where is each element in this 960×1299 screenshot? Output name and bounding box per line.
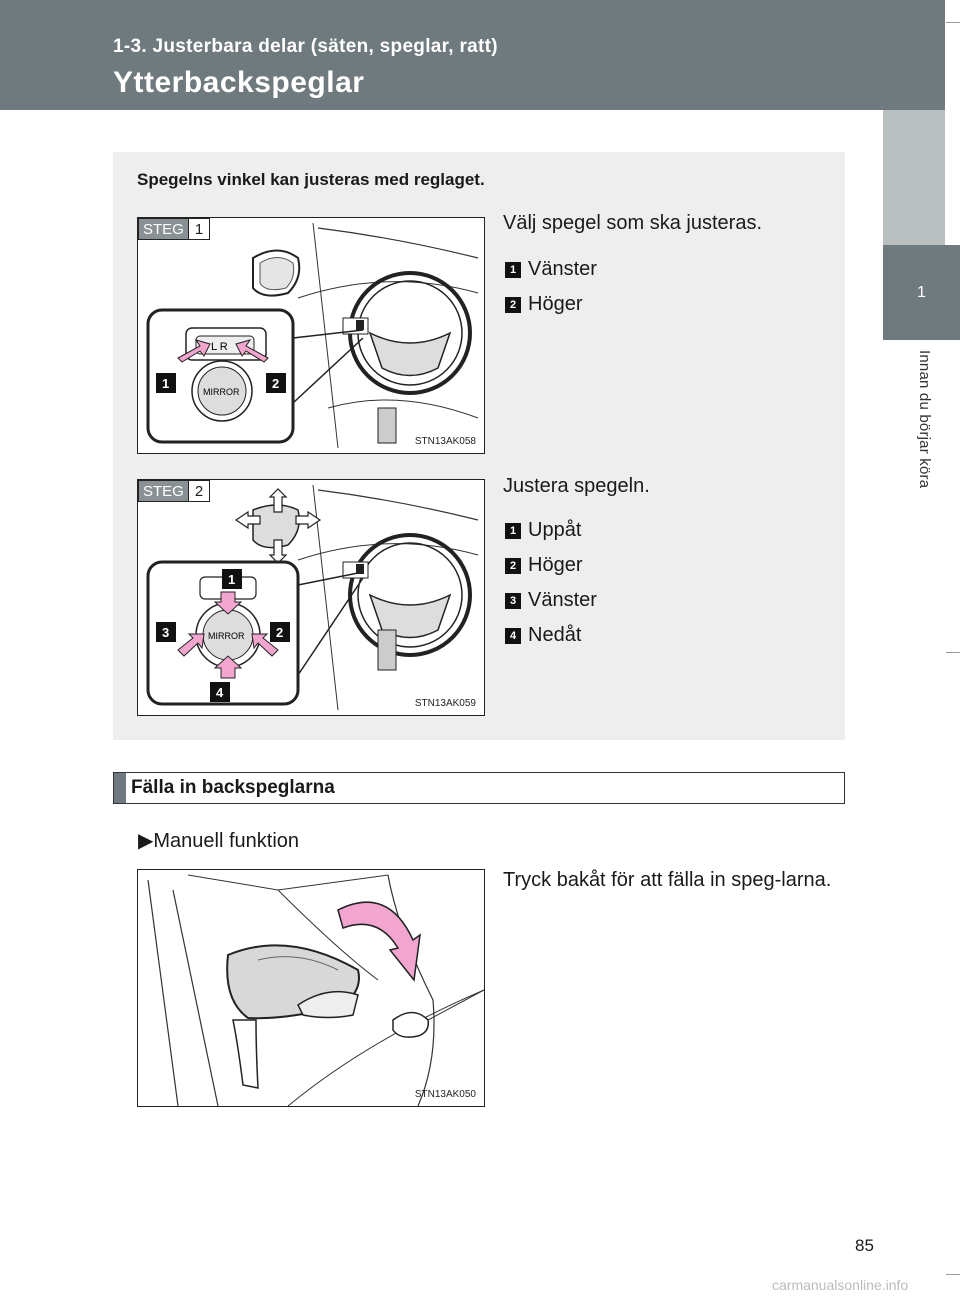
section-heading-text: Fälla in backspeglarna — [131, 777, 335, 798]
manual-function-label: ▶Manuell funktion — [138, 830, 300, 852]
chapter-number: 1 — [917, 283, 926, 301]
watermark: carmanualsonline.info — [772, 1277, 909, 1293]
option-badge: 2 — [505, 297, 521, 313]
page-number: 85 — [855, 1236, 874, 1255]
section-title: 1-3. Justerbara delar (säten, speglar, ratt) — [113, 36, 498, 57]
chapter-tab — [883, 245, 960, 340]
margin-tick — [946, 652, 960, 653]
option-label: Vänster — [528, 258, 597, 280]
step2-options — [505, 513, 597, 653]
badge-2: 2 — [272, 376, 280, 391]
step2-text: Justera spegeln. — [503, 475, 650, 497]
list-item — [505, 548, 597, 583]
option-badge: 2 — [505, 558, 521, 574]
step-number: 1 — [188, 219, 209, 239]
list-item — [505, 287, 597, 322]
fold-instruction: Tryck bakåt för att fälla in speg-larna. — [503, 869, 832, 891]
option-badge: 1 — [505, 523, 521, 539]
option-label: Uppåt — [528, 519, 582, 541]
intro-text: Spegelns vinkel kan justeras med reglaget. — [137, 170, 485, 189]
badge-1: 1 — [162, 376, 170, 391]
badge-3: 3 — [162, 625, 170, 640]
step2-figure — [137, 479, 485, 716]
figure-code: STN13AK059 — [414, 698, 476, 709]
list-item — [505, 583, 597, 618]
mirror-fold-illustration — [138, 870, 484, 1106]
badge-1: 1 — [228, 572, 236, 587]
fold-figure — [137, 869, 485, 1107]
list-item — [505, 618, 597, 653]
step-label — [138, 218, 210, 240]
badge-2: 2 — [276, 625, 284, 640]
margin-tick — [946, 1274, 960, 1275]
figure-code: STN13AK050 — [414, 1089, 476, 1100]
step1-figure — [137, 217, 485, 454]
list-item — [505, 252, 597, 287]
dashboard-illustration — [138, 480, 484, 715]
option-badge: 4 — [505, 628, 521, 644]
margin-tick — [946, 22, 960, 23]
option-label: Höger — [528, 554, 583, 576]
switch-letters: L R — [211, 341, 228, 353]
dashboard-illustration — [138, 218, 484, 453]
step-number: 2 — [188, 481, 209, 501]
heading-bar — [114, 773, 126, 803]
option-badge: 1 — [505, 262, 521, 278]
chapter-label: Innan du börjar köra — [916, 350, 933, 489]
figure-code: STN13AK058 — [414, 436, 476, 447]
option-badge: 3 — [505, 593, 521, 609]
switch-label: MIRROR — [208, 631, 245, 641]
step-label — [138, 480, 210, 502]
step1-text: Välj spegel som ska justeras. — [503, 212, 763, 234]
step-tag: STEG — [139, 219, 188, 239]
step1-options — [505, 252, 597, 322]
switch-label: MIRROR — [203, 387, 240, 397]
option-label: Höger — [528, 293, 583, 315]
section-heading — [113, 772, 845, 804]
list-item — [505, 513, 597, 548]
option-label: Vänster — [528, 589, 597, 611]
option-label: Nedåt — [528, 624, 582, 646]
badge-4: 4 — [216, 685, 224, 700]
page-header — [0, 0, 945, 110]
step-tag: STEG — [139, 481, 188, 501]
side-bar — [883, 110, 945, 245]
page-title: Ytterbackspeglar — [113, 66, 365, 99]
